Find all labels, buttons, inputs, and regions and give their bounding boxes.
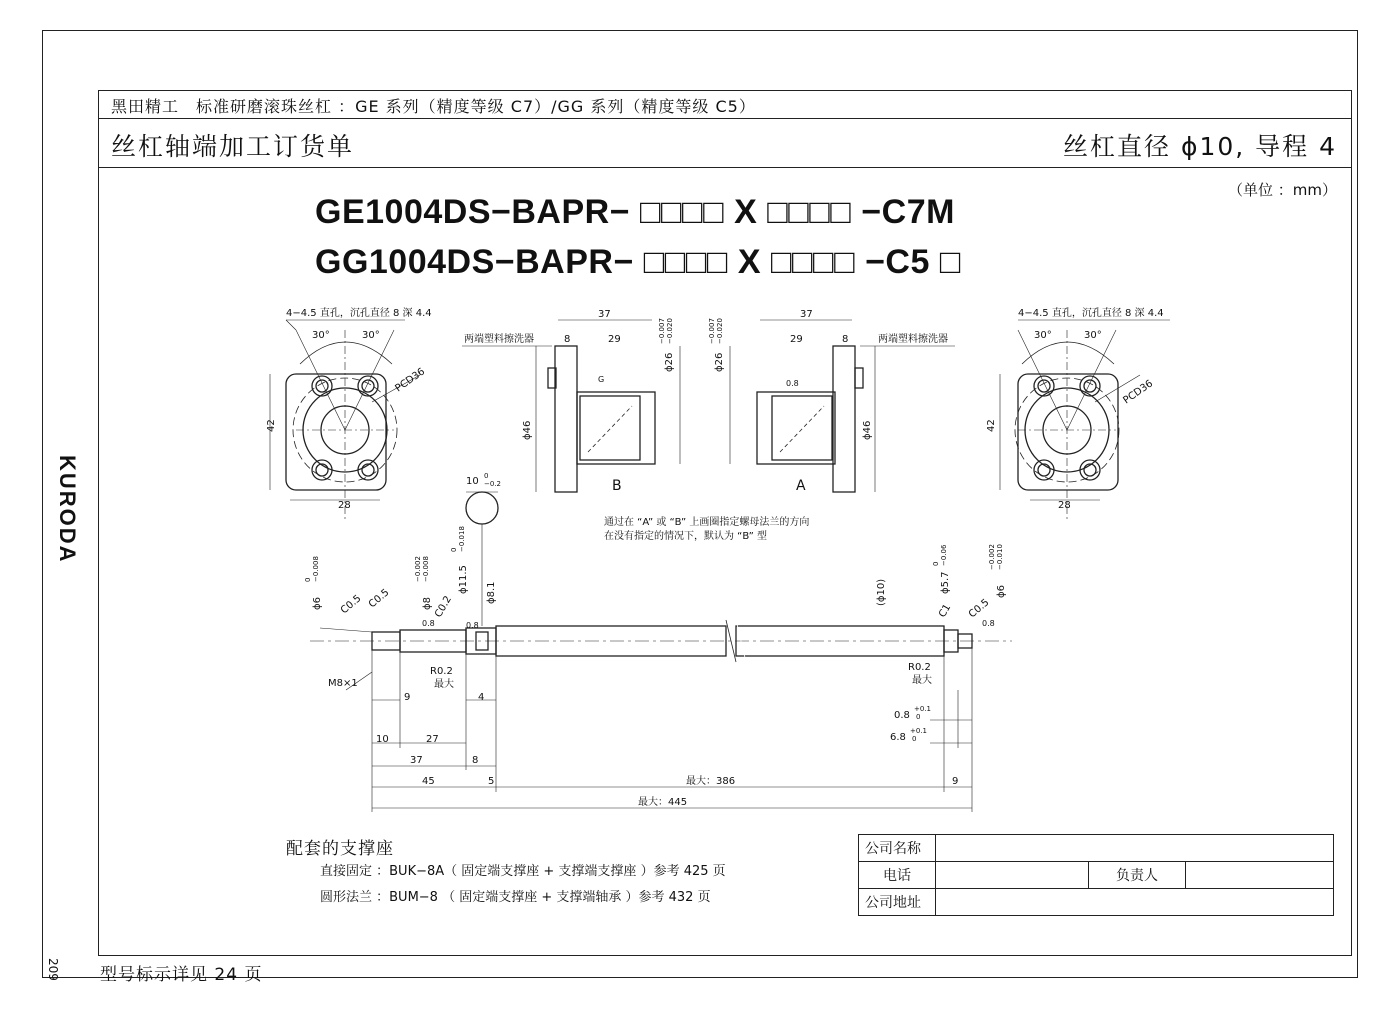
support-title: 配套的支撑座 — [286, 839, 394, 859]
flange-front-view-right — [1000, 320, 1170, 520]
dim-37: 37 — [800, 309, 813, 320]
dia-5-7-tol: 0 — [932, 561, 940, 566]
view-b-label: B — [612, 478, 622, 494]
contact-field[interactable] — [1186, 862, 1334, 889]
dim-37-shaft: 37 — [410, 755, 423, 766]
groove-0-8-tol: +0.1 — [914, 705, 931, 713]
angle-label: 30° — [1034, 330, 1052, 341]
dim-42: 42 — [266, 419, 277, 432]
dia-6-tol: −0.008 — [312, 556, 320, 582]
nut-side-view-b — [462, 320, 680, 492]
address-field[interactable] — [936, 889, 1334, 916]
pcd-label: PCD36 — [393, 366, 428, 395]
dia-26-tol: −0.007 — [658, 318, 666, 344]
view-a-label: A — [796, 478, 806, 494]
company-name-label: 公司名称 — [859, 835, 936, 862]
angle-label: 30° — [1084, 330, 1102, 341]
dia-5-7: ϕ5.7 — [940, 571, 951, 594]
dia-46: ϕ46 — [522, 420, 533, 440]
radius-max: 最大 — [912, 675, 932, 686]
angle-label: 30° — [312, 330, 330, 341]
dim-27: 27 — [426, 734, 439, 745]
order-form — [858, 834, 1334, 916]
dim-max-445: 最大：445 — [638, 797, 688, 808]
radius-r02: R0.2 — [908, 662, 931, 673]
dim-4: 4 — [478, 692, 485, 703]
flange-front-view-left — [270, 320, 420, 520]
flange-note-line2: 在没有指定的情况下，默认为 “B” 型 — [604, 531, 768, 542]
dia-8: ϕ8 — [422, 597, 433, 610]
page-number: 209 — [46, 958, 60, 981]
model-code-gg: GG1004DS−BAPR− □□□□ X □□□□ −C5 □ — [315, 243, 961, 281]
chamfer-c02: C0.2 — [433, 594, 455, 620]
g-symbol: G — [598, 375, 605, 384]
brand-logo: KURODA — [55, 455, 80, 564]
radius-max: 最大 — [434, 679, 454, 690]
dia-11-5-tol: −0.018 — [458, 526, 466, 552]
support-line-buk: 直接固定 ：BUK−8A（ 固定端支撑座 + 支撑端支撑座 ）参考 425 页 — [320, 864, 726, 879]
groove-6-8-tol: 0 — [912, 735, 917, 743]
radius-r02: R0.2 — [430, 666, 453, 677]
dia-26-tol: −0.007 — [708, 318, 716, 344]
unit-label: （单位 ：mm） — [1228, 181, 1337, 199]
flange-note-line1: 通过在 “A” 或 “B” 上画圈指定螺母法兰的方向 — [604, 517, 810, 528]
angle-label: 30° — [362, 330, 380, 341]
dim-8: 8 — [564, 334, 571, 345]
dim-28: 28 — [338, 500, 351, 511]
chamfer-c05: C0.5 — [966, 597, 992, 621]
r08-label: 0.8 — [422, 619, 435, 628]
dia-11-5-tol: 0 — [450, 547, 458, 552]
dia-6-tol: 0 — [304, 577, 312, 582]
dia-26: ϕ26 — [714, 352, 725, 372]
screw-shaft — [310, 620, 1012, 662]
dim-10-tol: 0 — [484, 472, 489, 480]
dim-45: 45 — [422, 776, 435, 787]
company-name-field[interactable] — [936, 835, 1334, 862]
groove-0-8: 0.8 — [894, 710, 910, 721]
dia-6-right: ϕ6 — [996, 585, 1007, 598]
dia-11-5: ϕ11.5 — [458, 565, 469, 594]
wiper-label-b: 两端塑料擦洗器 — [464, 334, 534, 345]
dim-8: 8 — [842, 334, 849, 345]
r08-label: 0.8 — [466, 621, 479, 630]
dia-26-tol: −0.020 — [666, 318, 674, 344]
phone-field[interactable] — [936, 862, 1089, 889]
address-label: 公司地址 — [859, 889, 936, 916]
dim-10: 10 — [376, 734, 389, 745]
chamfer-c05: C0.5 — [366, 587, 392, 611]
nut-side-view-a — [730, 320, 955, 492]
dia-46: ϕ46 — [862, 420, 873, 440]
dim-9: 9 — [404, 692, 411, 703]
chamfer-c05: C0.5 — [338, 593, 364, 617]
dia-6-left: ϕ6 — [312, 597, 323, 610]
pcd-label: PCD36 — [1121, 378, 1156, 407]
dim-8-shaft: 8 — [472, 755, 479, 766]
dim-max-386: 最大：386 — [686, 776, 736, 787]
phone-label: 电话 — [859, 862, 936, 889]
catalog-subtitle: 黑田精工 标准研磨滚珠丝杠 ：GE 系列（精度等级 C7）/GG 系列（精度等级 C5） — [111, 97, 756, 116]
thread-m8: M8×1 — [328, 678, 358, 689]
model-code-ge: GE1004DS−BAPR− □□□□ X □□□□ −C7M — [315, 193, 955, 231]
dim-9-right: 9 — [952, 776, 959, 787]
dia-26: ϕ26 — [664, 352, 675, 372]
dim-37: 37 — [598, 309, 611, 320]
dim-10-top: 10 — [466, 476, 479, 487]
footer-note: 型号标示详见 24 页 — [100, 965, 263, 985]
dia-8-1: ϕ8.1 — [486, 581, 497, 604]
dia-5-7-tol: −0.06 — [940, 544, 948, 566]
dim-28: 28 — [1058, 500, 1071, 511]
r08-label: 0.8 — [982, 619, 995, 628]
groove-6-8-tol: +0.1 — [910, 727, 927, 735]
page-title: 丝杠轴端加工订货单 — [111, 132, 355, 161]
dim-10-tol: −0.2 — [484, 480, 501, 488]
support-line-bum: 圆形法兰 ：BUM−8 （ 固定端支撑座 + 支撑端轴承 ）参考 432 页 — [320, 890, 711, 905]
wiper-label-a: 两端塑料擦洗器 — [878, 334, 948, 345]
contact-label: 负责人 — [1089, 862, 1186, 889]
r08-label: 0.8 — [786, 379, 799, 388]
dim-29: 29 — [790, 334, 803, 345]
dim-29: 29 — [608, 334, 621, 345]
dim-42: 42 — [986, 419, 997, 432]
dia-8-tol: −0.002 — [414, 556, 422, 582]
dia-26-tol: −0.020 — [716, 318, 724, 344]
dim-5: 5 — [488, 776, 495, 787]
dia-8-tol: −0.008 — [422, 556, 430, 582]
hole-note-right: 4−4.5 直孔，沉孔直径 8 深 4.4 — [1018, 308, 1164, 319]
chamfer-c1: C1 — [937, 602, 954, 620]
groove-0-8-tol: 0 — [916, 713, 921, 721]
dia-10: (ϕ10) — [876, 578, 887, 606]
dia-6-right-tol: −0.002 — [988, 544, 996, 570]
screw-spec: 丝杠直径 ϕ10, 导程 4 — [1063, 132, 1337, 161]
dia-6-right-tol: −0.010 — [996, 544, 1004, 570]
hole-note-left: 4−4.5 直孔，沉孔直径 8 深 4.4 — [286, 308, 432, 319]
groove-6-8: 6.8 — [890, 732, 906, 743]
